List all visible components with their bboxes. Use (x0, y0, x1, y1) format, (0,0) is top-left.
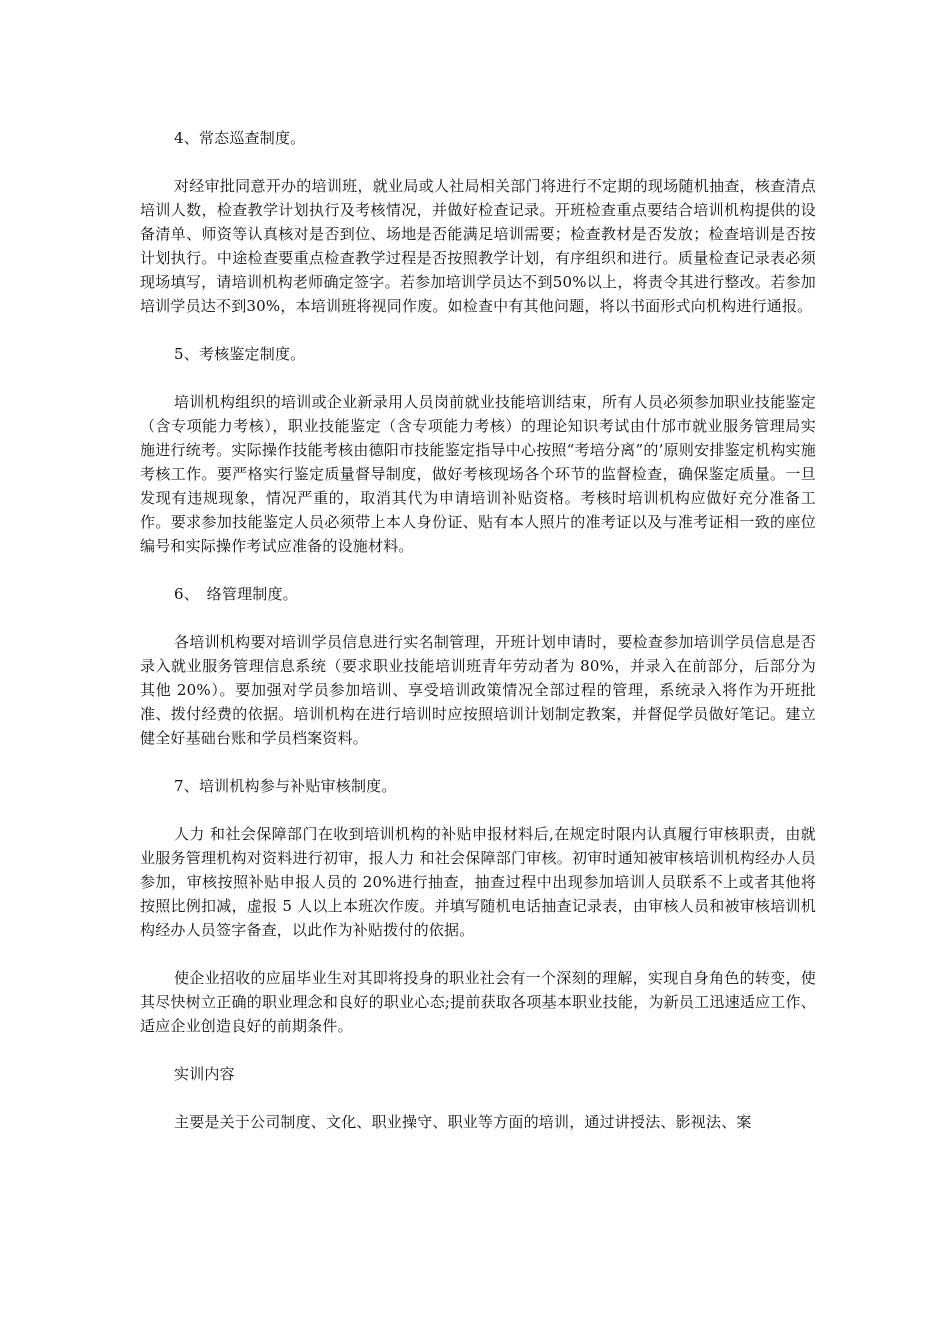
document-body (140, 126, 816, 1158)
section-heading-4: 4、常态巡查制度。 (174, 129, 306, 147)
section-heading-7: 7、培训机构参与补贴审核制度。 (174, 777, 397, 795)
paragraph-new-employee-purpose: 使企业招收的应届毕业生对其即将投身的职业社会有一个深刻的理解，实现自身角色的转变，使其尽快树立正确的职业理念和良好的职业心态;提前获取各项基本职业技能，为新员工迅速适应工作、适应企业创造良好的前期条件。 (140, 969, 816, 1035)
paragraph-subsidy-review: 人力 和社会保障部门在收到培训机构的补贴申报材料后,在规定时限内认真履行审核职责，由就业服务管理机构对资料进行初审，报人力 和社会保障部门审核。初审时通知被审核培训机构经办人员参加，审核按照补贴申报人员的 20%进行抽查，抽查过程中出现参加培训人员联系不上或者其他将按照比例扣减，虚报 5 人以上本班次作废。并填写随机电话抽查记录表，由审核人员和被审核培训机构经办人员签字备查，以此作为补贴拨付的依据。 (140, 825, 816, 939)
paragraph-inspection-system: 对经审批同意开办的培训班，就业局或人社局相关部门将进行不定期的现场随机抽查，核查清点培训人数，检查教学计划执行及考核情况，并做好检查记录。开班检查重点要结合培训机构提供的设备清单、师资等认真核对是否到位、场地是否能满足培训需要；检查教材是否发放；检查培训是否按计划执行。中途检查要重点检查教学过程是否按照教学计划，有序组织和进行。质量检查记录表必须现场填写，请培训机构老师确定签字。若参加培训学员达不到50%以上，将责令其进行整改。若参加培训学员达不到30%，本培训班将视同作废。如检查中有其他问题，将以书面形式向机构进行通报。 (140, 177, 816, 315)
section-heading-6: 6、 络管理制度。 (174, 585, 298, 603)
paragraph-network-management: 各培训机构要对培训学员信息进行实名制管理，开班计划申请时，要检查参加培训学员信息是否录入就业服务管理信息系统（要求职业技能培训班青年劳动者为 80%，并录入在前部分，后部分为其他 20%）。要加强对学员参加培训、享受培训政策情况全部过程的管理，系统录入将作为开班批准、拨付经费的依据。培训机构在进行培训时应按照培训计划制定教案，并督促学员做好笔记。建立健全好基础台账和学员档案资料。 (140, 633, 816, 747)
section-heading-training-content: 实训内容 (174, 1065, 235, 1083)
paragraph-assessment-system: 培训机构组织的培训或企业新录用人员岗前就业技能培训结束，所有人员必须参加职业技能鉴定（含专项能力考核），职业技能鉴定（含专项能力考核）的理论知识考试由什邡市就业服务管理局实施进行统考。实际操作技能考核由德阳市技能鉴定指导中心按照“考培分离”的’原则安排鉴定机构实施考核工作。要严格实行鉴定质量督导制度，做好考核现场各个环节的监督检查，确保鉴定质量。一旦发现有违规现象，情况严重的，取消其代为申请培训补贴资格。考核时培训机构应做好充分准备工作。要求参加技能鉴定人员必须带上本人身份证、贴有本人照片的准考证以及与准考证相一致的座位编号和实际操作考试应准备的设施材料。 (140, 393, 816, 555)
paragraph-training-content: 主要是关于公司制度、文化、职业操守、职业等方面的培训，通过讲授法、影视法、案 (174, 1113, 752, 1131)
section-heading-5: 5、考核鉴定制度。 (174, 345, 306, 363)
